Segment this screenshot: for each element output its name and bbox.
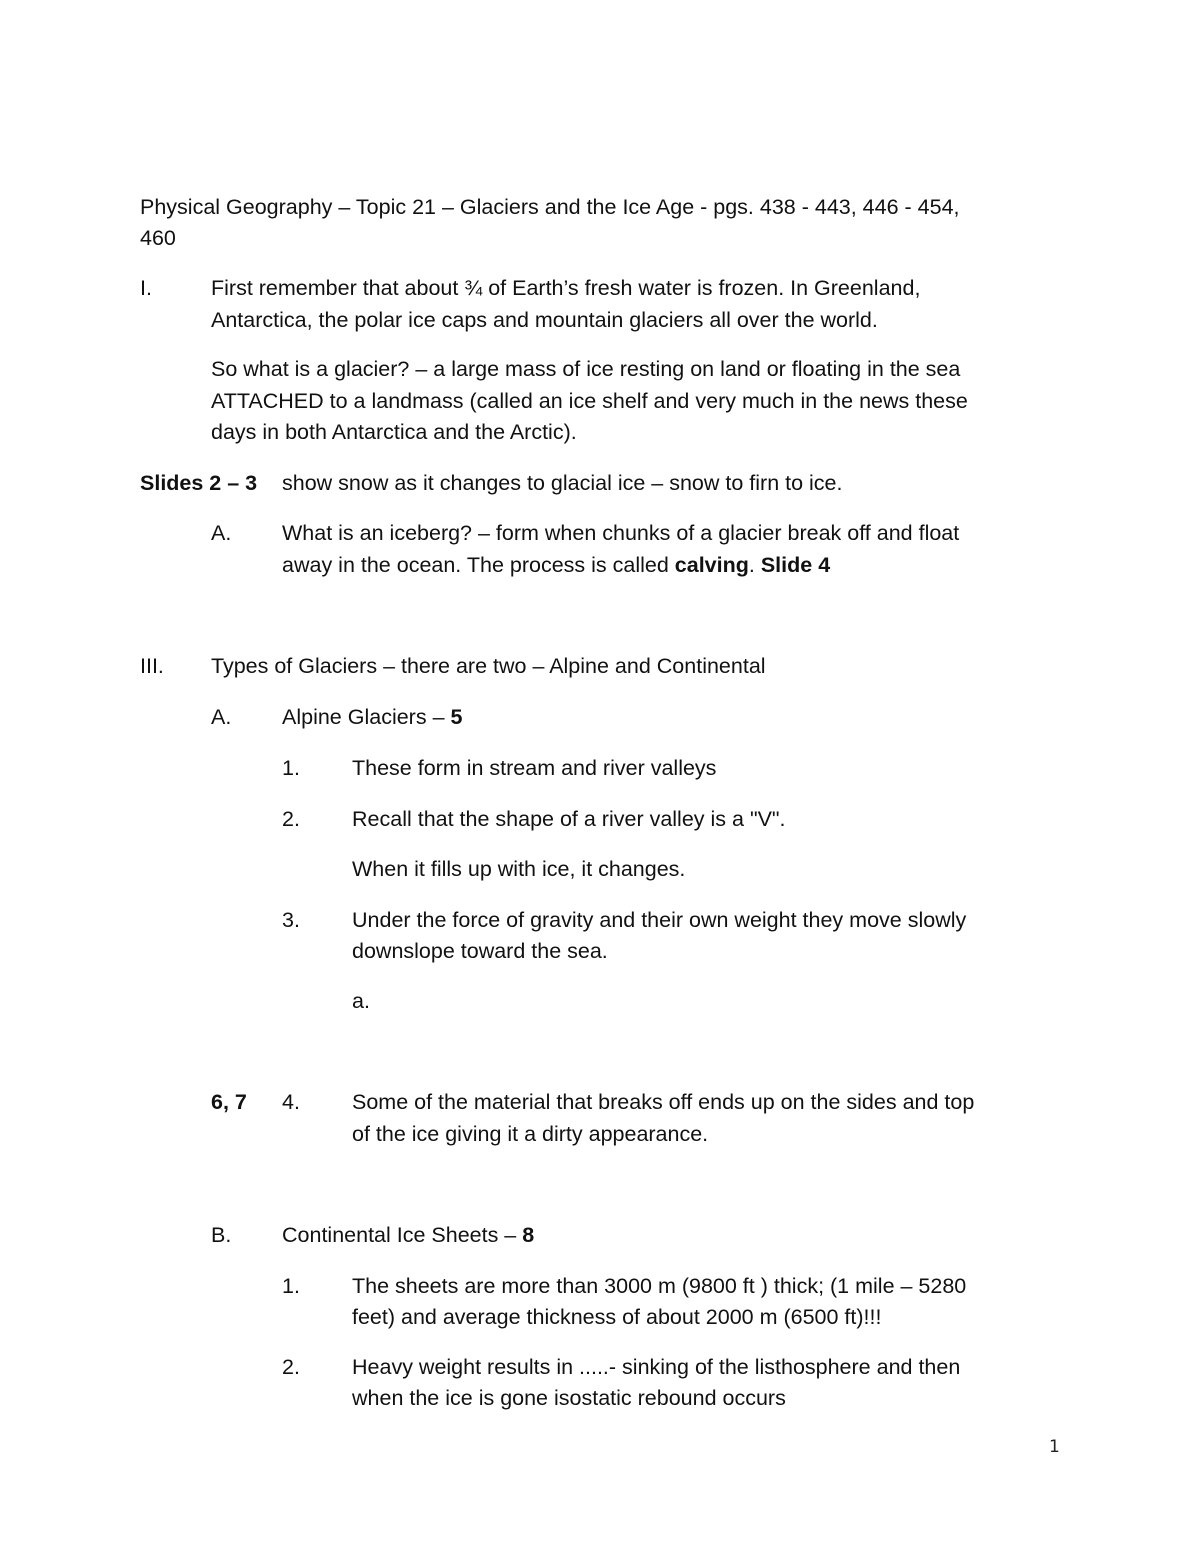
glacier-definition-line-3: days in both Antarctica and the Arctic).	[211, 420, 577, 444]
section-iii-heading: Types of Glaciers – there are two – Alpine and Continental	[211, 654, 766, 678]
alpine-item-4-number: 4.	[282, 1090, 300, 1114]
continental-heading	[282, 1220, 534, 1251]
section-i-line-2: Antarctica, the polar ice caps and mountain glaciers all over the world.	[211, 308, 878, 332]
glacier-definition-line-1: So what is a glacier? – a large mass of ice resting on land or floating in the sea	[211, 357, 961, 381]
continental-item-1-text: The sheets are more than 3000 m (9800 ft ) thick; (1 mile – 5280	[352, 1274, 967, 1298]
slides-note-text: show snow as it changes to glacial ice – snow to firn to ice.	[282, 471, 843, 495]
iceberg-marker: A.	[211, 521, 232, 545]
document-title-line-2: 460	[140, 226, 176, 250]
continental-item-2-text: Heavy weight results in .....- sinking of the listhosphere and then	[352, 1355, 961, 1379]
alpine-marker: A.	[211, 705, 232, 729]
page-number: 1	[1049, 1437, 1060, 1457]
section-iii-marker: III.	[140, 654, 164, 678]
alpine-label: Alpine Glaciers –	[282, 705, 451, 729]
alpine-item-4-text: Some of the material that breaks off ends up on the sides and top	[352, 1090, 975, 1114]
alpine-slide-number: 5	[450, 705, 463, 729]
continental-item-1-number: 1.	[282, 1274, 300, 1298]
alpine-item-3-sub-a: a.	[352, 989, 370, 1013]
iceberg-line-2-text: away in the ocean. The process is called	[282, 553, 675, 577]
alpine-item-3-number: 3.	[282, 908, 300, 932]
section-i-line-1: First remember that about ¾ of Earth’s fresh water is frozen. In Greenland,	[211, 276, 921, 300]
alpine-item-2-text-2: When it fills up with ice, it changes.	[352, 857, 686, 881]
alpine-item-4-text-2: of the ice giving it a dirty appearance.	[352, 1122, 709, 1146]
alpine-item-3-text: Under the force of gravity and their own weight they move slowly	[352, 908, 967, 932]
continental-label: Continental Ice Sheets –	[282, 1223, 523, 1247]
slides-6-7-reference: 6, 7	[211, 1090, 247, 1114]
calving-term: calving	[674, 553, 749, 577]
iceberg-line-1: What is an iceberg? – form when chunks of a glacier break off and float	[282, 521, 960, 545]
alpine-item-3-text-2: downslope toward the sea.	[352, 939, 608, 963]
section-i-marker: I.	[140, 276, 152, 300]
continental-marker: B.	[211, 1223, 232, 1247]
alpine-item-2-text: Recall that the shape of a river valley is a "V".	[352, 807, 786, 831]
continental-item-1-text-2: feet) and average thickness of about 2000 m (6500 ft)!!!	[352, 1305, 882, 1329]
continental-slide-number: 8	[522, 1223, 535, 1247]
continental-item-2-text-2: when the ice is gone isostatic rebound occurs	[352, 1386, 786, 1410]
iceberg-line-2-separator: .	[748, 553, 761, 577]
iceberg-line-2	[282, 550, 830, 581]
alpine-item-1-text: These form in stream and river valleys	[352, 756, 717, 780]
alpine-item-1-number: 1.	[282, 756, 300, 780]
alpine-item-2-number: 2.	[282, 807, 300, 831]
slide-4-reference: Slide 4	[760, 553, 831, 577]
continental-item-2-number: 2.	[282, 1355, 300, 1379]
glacier-definition-line-2: ATTACHED to a landmass (called an ice shelf and very much in the news these	[211, 389, 968, 413]
alpine-heading	[282, 702, 462, 733]
document-title-line-1: Physical Geography – Topic 21 – Glaciers and the Ice Age - pgs. 438 - 443, 446 - 454,	[140, 195, 960, 219]
slides-note-label: Slides 2 – 3	[140, 471, 258, 495]
